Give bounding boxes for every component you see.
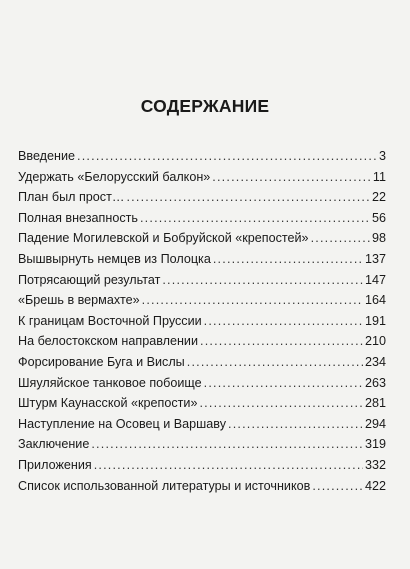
toc-entry <box>18 434 386 455</box>
toc-entry-page: 332 <box>364 457 386 472</box>
toc-entry-title: Вышвырнуть немцев из Полоцка <box>18 251 211 266</box>
toc-entry <box>18 331 386 352</box>
toc-entry <box>18 167 386 188</box>
toc-entry-page: 11 <box>372 169 386 184</box>
toc-entry <box>18 290 386 311</box>
toc-entry-title: Удержать «Белорусский балкон» <box>18 169 211 184</box>
toc-entry-page: 281 <box>364 396 386 411</box>
dot-leader <box>312 476 363 497</box>
toc-entry-title: Потрясающий результат <box>18 272 161 287</box>
dot-leader <box>142 290 363 311</box>
dot-leader <box>228 414 363 435</box>
toc-entry-title: Введение <box>18 149 76 163</box>
toc-entry <box>18 393 386 414</box>
toc-entry <box>18 187 386 208</box>
toc-entry-page: 263 <box>364 375 386 390</box>
toc-entry-page: 234 <box>364 354 386 369</box>
dot-leader <box>77 146 377 167</box>
toc-entry-title: План был прост… <box>18 190 125 205</box>
toc-entry-title: Штурм Каунасской «крепости» <box>18 396 198 411</box>
toc-entry-page: 3 <box>378 149 386 163</box>
toc-entry-title: «Брешь в вермахте» <box>18 293 140 308</box>
dot-leader <box>91 434 363 455</box>
toc-entry-title: К границам Восточной Пруссии <box>18 313 202 328</box>
dot-leader <box>94 455 363 476</box>
toc-entry-page: 56 <box>371 210 386 225</box>
toc-entry-page: 147 <box>364 272 386 287</box>
toc-entry-title: Полная внезапность <box>18 210 138 225</box>
toc-entry-title: Шяуляйское танковое побоище <box>18 375 202 390</box>
toc-entry <box>18 414 386 435</box>
toc-entry-page: 137 <box>364 251 386 266</box>
toc-entry-page: 294 <box>364 416 386 431</box>
toc-entry-title: Список использованной литературы и источников <box>18 478 311 493</box>
toc-entry <box>18 476 386 497</box>
dot-leader <box>140 208 370 229</box>
toc-entry-title: Падение Могилевской и Бобруйской «крепостей» <box>18 231 309 246</box>
toc-entry-title: Приложения <box>18 457 92 472</box>
toc-entry <box>18 311 386 332</box>
toc-entry-page: 319 <box>364 437 386 452</box>
toc-entry <box>18 270 386 291</box>
dot-leader <box>204 311 363 332</box>
dot-leader <box>199 393 363 414</box>
toc-entry <box>18 352 386 373</box>
toc-entry-title: Форсирование Буга и Вислы <box>18 354 185 369</box>
dot-leader <box>126 187 370 208</box>
table-of-contents <box>18 146 386 496</box>
toc-entry <box>18 228 386 249</box>
toc-entry-page: 422 <box>364 478 386 493</box>
toc-entry <box>18 208 386 229</box>
toc-entry <box>18 249 386 270</box>
dot-leader <box>204 373 363 394</box>
dot-leader <box>212 167 371 188</box>
toc-entry-page: 210 <box>364 334 386 349</box>
dot-leader <box>187 352 363 373</box>
toc-entry-page: 22 <box>371 190 386 205</box>
toc-entry-page: 164 <box>364 293 386 308</box>
toc-entry-title: Заключение <box>18 437 90 452</box>
toc-entry <box>18 146 386 167</box>
toc-entry-title: Наступление на Осовец и Варшаву <box>18 416 226 431</box>
dot-leader <box>311 228 370 249</box>
dot-leader <box>213 249 363 270</box>
dot-leader <box>200 331 363 352</box>
toc-entry-title: На белостокском направлении <box>18 334 199 349</box>
toc-entry-page: 191 <box>364 313 386 328</box>
toc-entry <box>18 373 386 394</box>
dot-leader <box>162 270 363 291</box>
toc-heading: СОДЕРЖАНИЕ <box>140 96 270 116</box>
toc-entry <box>18 455 386 476</box>
toc-entry-page: 98 <box>371 231 386 246</box>
